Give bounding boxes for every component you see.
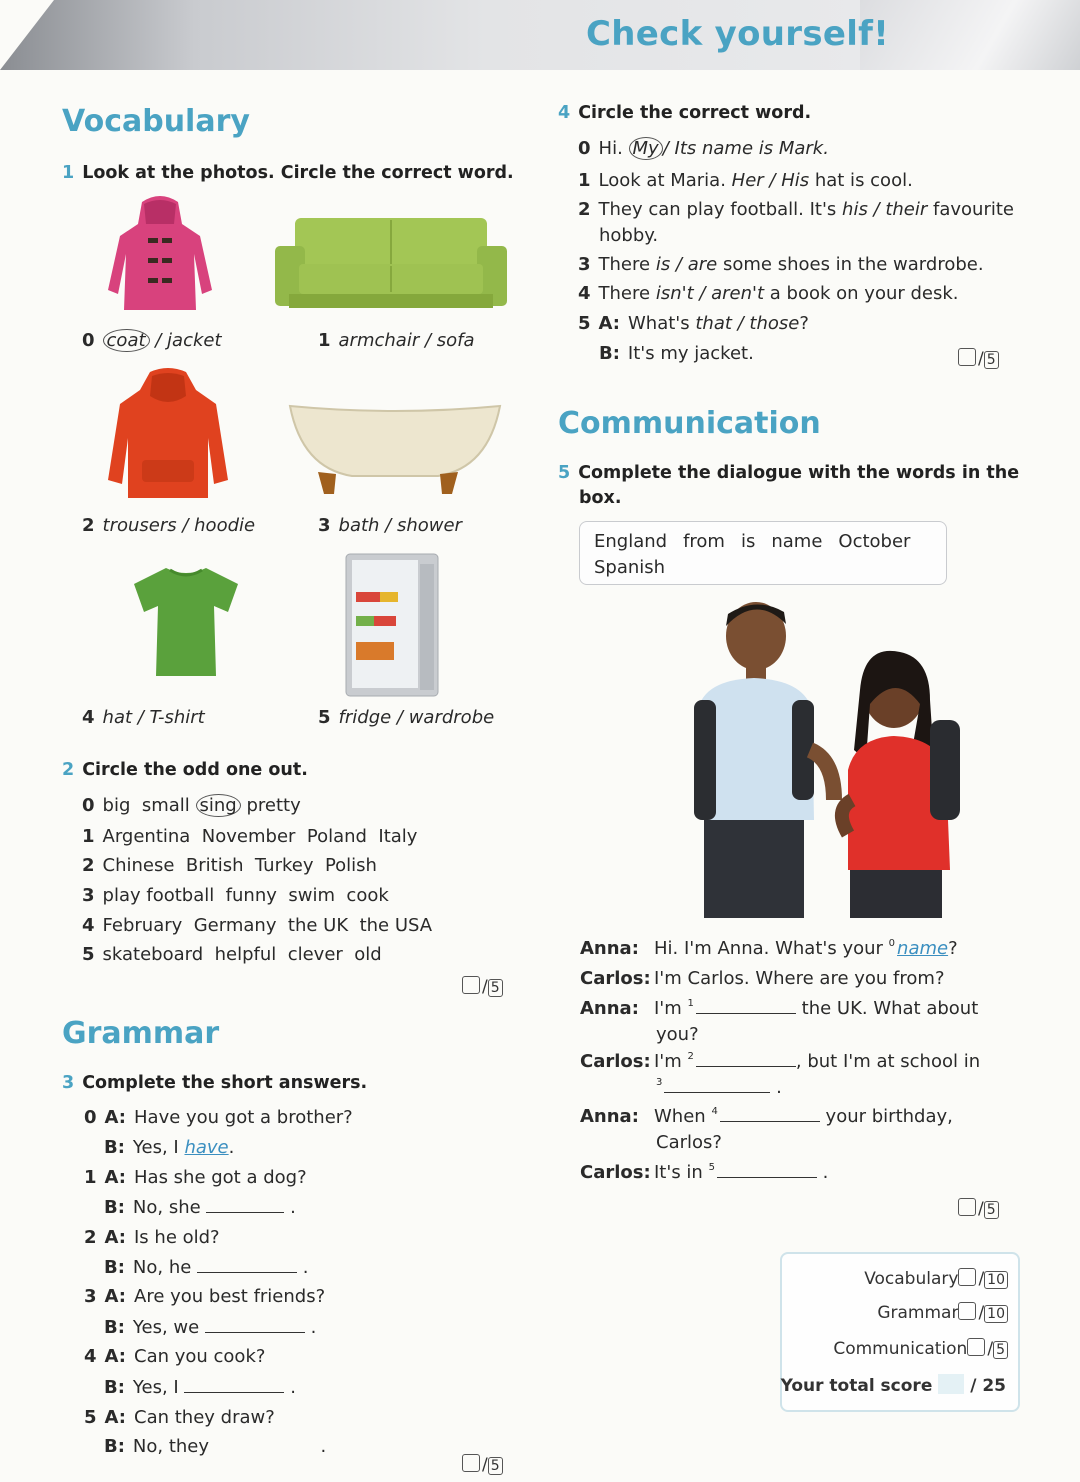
answer-blank[interactable] (205, 1318, 305, 1333)
tshirt-photo (130, 564, 242, 680)
score-row-label: Communication (833, 1339, 968, 1359)
answer-blank[interactable] (197, 1258, 297, 1273)
dialogue-text: I'm (654, 1051, 682, 1072)
ex3-item-2-a: 2 A: Is he old? (84, 1227, 220, 1248)
sentence-part: favourite (933, 199, 1014, 220)
answer-prefix: Yes, I (132, 1137, 179, 1158)
word-options[interactable]: isn't / aren't (655, 283, 765, 304)
sentence-part: It's my jacket. (627, 343, 754, 364)
speaker-name: Carlos: (580, 1162, 651, 1183)
ex4-item-0 (578, 138, 829, 159)
ex4-item-2-cont: hobby. (599, 225, 659, 246)
dialogue-text: I'm Carlos. Where are you from? (654, 968, 945, 989)
word-chip[interactable]: name (771, 531, 823, 552)
dialogue-line-4-cont (656, 1077, 782, 1098)
answer-suffix: . (228, 1137, 235, 1158)
ex4-instruction (558, 103, 811, 123)
gap-number: 1 (687, 998, 694, 1009)
score-box[interactable] (958, 1302, 976, 1320)
dialogue-line-5-cont: Carlos? (656, 1132, 722, 1153)
ex4-item-5-b: B: It's my jacket. (599, 343, 754, 364)
dialogue-text: It's in (654, 1162, 703, 1183)
score-row-label: Grammar (877, 1303, 959, 1323)
item-number: 1 (318, 330, 331, 351)
dialogue-line-1 (580, 938, 958, 959)
word-options[interactable]: that / those (695, 313, 800, 334)
question-text: Is he old? (134, 1227, 220, 1248)
dialogue-text: . (776, 1077, 782, 1098)
dialogue-text: , but I'm at school in (795, 1051, 981, 1072)
circled-answer: coat (103, 329, 150, 352)
score-max: 5 (984, 1201, 999, 1219)
dialogue-line-5 (580, 1106, 953, 1127)
item-words[interactable]: Chinese British Turkey Polish (102, 855, 377, 876)
ex3-item-1-a: 1 A: Has she got a dog? (84, 1167, 307, 1188)
ex3-instruction-text: Complete the short answers. (82, 1073, 368, 1093)
answer-prefix: No, she (132, 1197, 201, 1218)
ex2-item-1 (82, 826, 417, 847)
ex3-number: 3 (62, 1073, 75, 1093)
answer-blank[interactable] (696, 999, 796, 1014)
dialogue-text: your birthday, (825, 1106, 953, 1127)
header-banner-corner (860, 0, 1080, 70)
ex4-item-4 (578, 283, 959, 304)
coat-photo (100, 190, 220, 318)
ex3-item-0-b: B: Yes, I have. (104, 1137, 235, 1158)
gap-number: 3 (656, 1077, 663, 1088)
dialogue-line-2 (580, 968, 945, 989)
question-text: Has she got a dog? (134, 1167, 307, 1188)
sentence-part: They can play football. It's (598, 199, 837, 220)
word-options[interactable]: is / are (655, 254, 718, 275)
ex4-number: 4 (558, 103, 571, 123)
item-number: 3 (578, 254, 591, 275)
dialogue-text: ? (948, 938, 958, 959)
dialogue-text: . (822, 1162, 829, 1183)
page-title: Check yourself! (586, 14, 890, 54)
ex3-item-4-a: 4 A: Can you cook? (84, 1346, 266, 1367)
item-number: 4 (84, 1346, 97, 1367)
dialogue-line-4 (580, 1051, 980, 1072)
score-row-total (781, 1374, 1006, 1396)
item-number: 5 (318, 707, 331, 728)
speaker-name: Carlos: (580, 968, 651, 989)
ex4-item-2 (578, 199, 1014, 220)
word-chip[interactable]: Spanish (594, 557, 666, 578)
item-number: 0 (82, 330, 95, 351)
score-box[interactable] (958, 1268, 976, 1286)
dialogue-line-3 (580, 998, 978, 1019)
answer-blank[interactable] (696, 1052, 796, 1067)
ex5-instruction-text: Complete the dialogue with the words in the (578, 463, 1020, 483)
item-words: big small (102, 795, 190, 816)
item-number: 0 (84, 1107, 97, 1128)
ex3-item-3-a: 3 A: Are you best friends? (84, 1286, 326, 1307)
word-options[interactable]: his / their (842, 199, 928, 220)
ex2-item-3 (82, 885, 389, 906)
example-answer: name (897, 938, 949, 959)
item-number: 3 (82, 885, 95, 906)
sentence-part: There (598, 254, 651, 275)
question-text: Have you got a brother? (134, 1107, 353, 1128)
ex1-item-2 (82, 515, 255, 536)
ex5-instruction-cont: box. (579, 488, 622, 508)
score-box[interactable] (462, 976, 480, 994)
sentence-part: Look at Maria. (598, 170, 726, 191)
item-words[interactable]: play football funny swim cook (102, 885, 389, 906)
item-options[interactable]: armchair / sofa (338, 330, 475, 351)
ex3-item-3-b: B: Yes, we . (104, 1317, 317, 1338)
item-options[interactable]: bath / shower (338, 515, 462, 536)
score-max: 5 (993, 1341, 1008, 1359)
gap-number: 0 (888, 938, 896, 949)
total-score-label: Your total score (780, 1376, 933, 1396)
sentence-part: Hi. (598, 138, 623, 159)
sentence-part: There (598, 283, 651, 304)
teens-photo (684, 600, 984, 918)
item-number: 2 (578, 199, 591, 220)
ex1-item-1 (318, 330, 475, 351)
answer-blank[interactable] (717, 1163, 817, 1178)
score-max: 5 (488, 979, 503, 997)
dialogue-line-6 (580, 1162, 828, 1183)
total-score-max: / 25 (970, 1376, 1006, 1396)
item-words[interactable]: February Germany the UK the USA (102, 915, 433, 936)
grammar-heading: Grammar (62, 1016, 220, 1051)
word-box (579, 521, 947, 585)
item-number: 3 (84, 1286, 97, 1307)
speaker-name: Anna: (580, 938, 639, 959)
fridge-photo (344, 552, 440, 698)
score-max: 5 (488, 1457, 503, 1475)
item-number: 1 (84, 1167, 97, 1188)
example-answer: have (184, 1137, 229, 1158)
score-summary-table (780, 1252, 1020, 1412)
item-number: 4 (578, 283, 591, 304)
answer-blank[interactable] (206, 1198, 284, 1213)
sentence-part: hat is cool. (814, 170, 913, 191)
item-option: / jacket (155, 330, 222, 351)
ex3-instruction (62, 1073, 367, 1093)
answer-prefix: No, they (132, 1436, 210, 1457)
dialogue-text: When (654, 1106, 706, 1127)
ex1-number: 1 (62, 163, 75, 183)
gap-number: 4 (711, 1106, 718, 1117)
item-number: 3 (318, 515, 331, 536)
ex2-instruction (62, 760, 308, 780)
communication-heading: Communication (558, 406, 821, 441)
ex3-item-2-b: B: No, he . (104, 1257, 309, 1278)
score-row-label: Vocabulary (864, 1269, 959, 1289)
word-chip[interactable]: is (740, 531, 756, 552)
word-chip[interactable]: England (594, 531, 668, 552)
speaker-name: Anna: (580, 1106, 639, 1127)
ex3-score: / 5 (462, 1454, 503, 1475)
answer-prefix: Yes, we (132, 1317, 200, 1338)
item-options[interactable]: trousers / hoodie (102, 515, 256, 536)
circled-answer: My (629, 137, 663, 160)
ex1-item-0 (82, 330, 222, 351)
item-number: 5 (82, 944, 95, 965)
item-number: 1 (82, 826, 95, 847)
sentence-part: / Its name is Mark. (662, 138, 829, 159)
answer-blank[interactable] (720, 1107, 820, 1122)
score-box[interactable] (462, 1454, 480, 1472)
ex3-item-1-b: B: No, she . (104, 1197, 296, 1218)
item-words[interactable]: Argentina November Poland Italy (102, 826, 418, 847)
hoodie-photo (104, 368, 232, 500)
score-box[interactable] (958, 348, 976, 366)
ex3-item-5-b: B: No, they . (104, 1436, 327, 1457)
ex4-item-3 (578, 254, 984, 275)
item-options[interactable]: fridge / wardrobe (338, 707, 495, 728)
speaker-name: Carlos: (580, 1051, 651, 1072)
item-number: 0 (82, 795, 95, 816)
answer-blank[interactable] (664, 1078, 770, 1093)
answer-blank[interactable] (215, 1437, 315, 1452)
bath-photo (288, 402, 502, 500)
answer-blank[interactable] (184, 1378, 284, 1393)
ex1-item-5 (318, 707, 494, 728)
score-box[interactable] (967, 1338, 985, 1356)
item-number: 2 (82, 855, 95, 876)
item-number: 2 (84, 1227, 97, 1248)
sofa-photo (275, 212, 507, 314)
ex3-item-5-a: 5 A: Can they draw? (84, 1407, 275, 1428)
ex3-item-0-a: 0 A: Have you got a brother? (84, 1107, 353, 1128)
ex3-item-4-b: B: Yes, I . (104, 1377, 296, 1398)
sentence-part: ? (799, 313, 809, 334)
ex2-item-4 (82, 915, 432, 936)
ex4-instruction-text: Circle the correct word. (578, 103, 812, 123)
item-number: 4 (82, 707, 95, 728)
score-box[interactable] (958, 1198, 976, 1216)
dialogue-text: I'm (654, 998, 682, 1019)
word-box-row-2 (594, 557, 681, 578)
ex2-score: / 5 (462, 976, 503, 997)
total-score-box[interactable] (938, 1374, 964, 1394)
word-box-row-1 (594, 531, 926, 552)
ex1-item-3 (318, 515, 462, 536)
gap-number: 5 (708, 1162, 715, 1173)
ex2-item-5 (82, 944, 382, 965)
ex1-instruction (62, 163, 514, 183)
word-options[interactable]: Her / His (731, 170, 810, 191)
item-number: 0 (578, 138, 591, 159)
ex1-instruction-text: Look at the photos. Circle the correct word. (82, 163, 514, 183)
ex2-item-2 (82, 855, 377, 876)
score-max: 10 (984, 1305, 1008, 1323)
item-options[interactable]: hat / T-shirt (102, 707, 205, 728)
ex5-number: 5 (558, 463, 571, 483)
item-number: 5 (84, 1407, 97, 1428)
question-text: Can they draw? (134, 1407, 275, 1428)
vocabulary-heading: Vocabulary (62, 104, 250, 139)
item-number: 1 (578, 170, 591, 191)
sentence-part: What's (628, 313, 690, 334)
item-number: 5 (578, 313, 591, 334)
score-max: 5 (984, 351, 999, 369)
ex4-item-1 (578, 170, 913, 191)
ex2-item-0 (82, 795, 301, 816)
circled-answer: sing (196, 794, 241, 817)
item-words[interactable]: skateboard helpful clever old (102, 944, 382, 965)
answer-prefix: Yes, I (132, 1377, 179, 1398)
speaker-name: Anna: (580, 998, 639, 1019)
sentence-part: a book on your desk. (769, 283, 959, 304)
score-max: 10 (984, 1271, 1008, 1289)
score-row-vocabulary: Vocabulary / 10 (864, 1268, 1008, 1289)
item-number: 2 (82, 515, 95, 536)
ex4-item-5-a: 5 A: What's that / those? (578, 313, 809, 334)
word-chip[interactable]: from (683, 531, 725, 552)
dialogue-text: the UK. What about (801, 998, 979, 1019)
ex1-item-4 (82, 707, 205, 728)
answer-prefix: No, he (132, 1257, 192, 1278)
word-chip[interactable]: October (838, 531, 911, 552)
ex4-score: / 5 (958, 348, 999, 369)
item-number: 4 (82, 915, 95, 936)
dialogue-text: Hi. I'm Anna. What's your (654, 938, 883, 959)
ex5-score: / 5 (958, 1198, 999, 1219)
question-text: Can you cook? (134, 1346, 266, 1367)
ex2-number: 2 (62, 760, 75, 780)
item-words: pretty (246, 795, 301, 816)
question-text: Are you best friends? (134, 1286, 326, 1307)
score-row-communication: Communication / 5 (833, 1338, 1008, 1359)
ex2-instruction-text: Circle the odd one out. (82, 760, 308, 780)
ex5-instruction (558, 463, 1019, 483)
score-row-grammar: Grammar / 10 (877, 1302, 1008, 1323)
dialogue-line-3-cont: you? (656, 1024, 699, 1045)
sentence-part: some shoes in the wardrobe. (722, 254, 984, 275)
gap-number: 2 (687, 1051, 694, 1062)
